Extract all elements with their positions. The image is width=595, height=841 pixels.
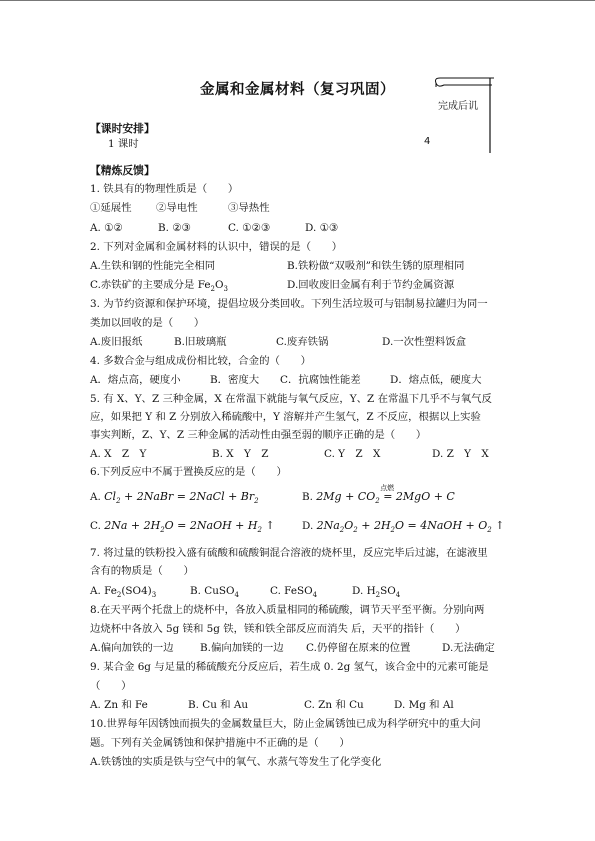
q7-line1: 7. 将过量的铁粉投入盛有硫酸和硫酸铜混合溶液的烧杯里，反应完毕后过滤，在滤液里: [90, 547, 488, 559]
q6-option-d: [302, 519, 504, 537]
subscript: 3: [151, 591, 157, 600]
q2-option-c-text: O: [214, 279, 224, 291]
q1-item: ②导电性: [156, 202, 198, 214]
q9-option: B. Cu 和 Au: [188, 699, 249, 711]
page-title: 金属和金属材料（复习巩固）: [200, 81, 395, 98]
q6-option-c: [90, 519, 275, 537]
section-heading-schedule: 【课时安排】: [90, 122, 155, 135]
q9-option: A. Zn 和 Fe: [90, 699, 148, 711]
q6-stem: 6.下列反应中不属于置换反应的是（ ）: [90, 466, 287, 478]
q3-option: A.废旧报纸: [90, 336, 143, 348]
q8-option: A.偏向加铁的一边: [90, 642, 174, 654]
q5-line3: 事实判断，Z、Y、Z 三种金属的活动性由强至弱的顺序正确的是（ ）: [90, 429, 427, 441]
equation-a: $Cl_2$ + 2NaBr = 2NaCl + $Br_2$: [104, 490, 259, 506]
q7-option-a-text: (SO4): [121, 585, 152, 597]
q3-option: C.废弃铁锅: [276, 336, 329, 348]
q6-option-b: [302, 484, 455, 508]
q1-stem: 1. 铁具有的物理性质是（ ）: [90, 183, 239, 195]
scroll-icon: [432, 75, 496, 155]
q5-option: C. Y Z X: [324, 448, 381, 460]
subscript: 4: [312, 591, 318, 600]
q6-option-a-label: A.: [90, 491, 101, 503]
q5-line1: 5. 有 X、Y、Z 三种金属，X 在常温下就能与氧气反应，Y、Z 在常温下几乎不与氧气反: [90, 393, 492, 405]
q5-option: A. X Z Y: [90, 448, 147, 460]
q10-line1: 10.世界每年因锈蚀而损失的金属数量巨大，防止金属锈蚀已成为科学研究中的重大问: [90, 718, 481, 730]
q4-option: B．密度大: [210, 374, 260, 386]
equation-c: $2Na + 2H_2O$ = 2NaOH + $H_2$ ↑: [104, 519, 275, 535]
q7-option-b-text: B. CuSO: [190, 585, 235, 597]
q2-option-a: A.生铁和钢的性能完全相同: [90, 260, 216, 272]
q2-stem: 2. 下列对金属和金属材料的认识中，错误的是（ ）: [90, 241, 343, 253]
q1-item: ③导热性: [228, 202, 270, 214]
q8-option: D.无法确定: [442, 642, 495, 654]
q2-option-d: D.回收废旧金属有利于节约金属资源: [287, 279, 455, 291]
q6-option-d-label: D.: [302, 520, 314, 532]
subscript: 4: [395, 591, 401, 600]
equation-b: $2Mg + CO_2$ = 点燃 2MgO + C: [316, 490, 455, 503]
q9-option: C. Zn 和 Cu: [304, 699, 364, 711]
q5-option: D. Z Y X: [432, 448, 489, 460]
q1-item: ①延展性: [90, 202, 132, 214]
q6-option-c-label: C.: [90, 520, 101, 532]
q3-option: B.旧玻璃瓶: [174, 336, 227, 348]
q10-option-a: A.铁锈蚀的实质是铁与空气中的氧气、水蒸气等发生了化学变化: [90, 756, 382, 768]
top-border: [0, 0, 595, 1]
q1-option: B. ②③: [158, 222, 191, 234]
q3-option: D.一次性塑料饭盒: [382, 336, 466, 348]
subscript: 4: [234, 591, 239, 600]
q3-line1: 3. 为节约资源和保护环境，提倡垃圾分类回收。下列生活垃圾可与铝制易拉罐归为同一: [90, 298, 488, 310]
q9-option: D. Mg 和 Al: [394, 699, 454, 711]
q8-option: C.仍停留在原来的位置: [306, 642, 411, 654]
q7-option-b: [190, 584, 239, 602]
q5-option: B. X Y Z: [212, 448, 269, 460]
q10-line2: 题。下列有关金属锈蚀和保护措施中不正确的是（ ）: [90, 737, 350, 749]
q8-line1: 8.在天平两个托盘上的烧杯中，各放入质量相同的稀硫酸，调节天平至平衡。分别向两: [90, 604, 485, 616]
reaction-condition: 点燃: [380, 484, 395, 492]
q1-option: D. ①③: [305, 222, 339, 234]
q8-option: B.偏向加镁的一边: [200, 642, 284, 654]
stamp-mark: 4: [424, 136, 431, 147]
q7-option-a: [90, 584, 156, 602]
q7-option-d: [352, 584, 400, 602]
q9-line1: 9. 某合金 6g 与足量的稀硫酸充分反应后，若生成 0. 2g 氢气，该合金中的元素可能是: [90, 661, 489, 673]
q5-line2: 应，如果把 Y 和 Z 分别放入稀硫酸中，Y 溶解并产生氢气，Z 不反应，根据以上实验: [90, 411, 481, 423]
q7-option-d-text: D. H: [352, 585, 376, 597]
equation-d: $2Na_2O_2 + 2H_2O$ = 4NaOH + $O_2$ ↑: [316, 519, 505, 535]
q4-stem: 4. 多数合金与组成成份相比较，合金的（ ）: [90, 355, 312, 367]
q3-line2: 类加以回收的是（ ）: [90, 317, 205, 329]
q8-line2: 边烧杯中各放入 5g 镁和 5g 铁，镁和铁全部反应而消失 后，天平的指针（ ）: [90, 623, 466, 635]
q7-option-d-text: SO: [380, 585, 396, 597]
q7-option-c-text: C. FeSO: [270, 585, 313, 597]
q4-option: C．抗腐蚀性能差: [280, 374, 361, 386]
q7-option-a-text: A. Fe: [90, 585, 117, 597]
q2-option-c: [90, 278, 228, 296]
subscript: 2: [210, 285, 215, 294]
subscript: 3: [223, 285, 228, 294]
section-heading-feedback: 【精炼反馈】: [90, 164, 155, 177]
q7-option-c: [270, 584, 317, 602]
completion-stamp: [424, 75, 496, 155]
q6-option-b-label: B.: [302, 491, 313, 503]
stamp-label: 完成后讥: [438, 101, 478, 112]
q2-option-c-text: C.赤铁矿的主要成分是 Fe: [90, 279, 211, 291]
q4-option: D．熔点低，硬度大: [390, 374, 482, 386]
q9-line2: （ ）: [90, 680, 132, 692]
q4-option: A．熔点高，硬度小: [90, 374, 181, 386]
subscript: 2: [375, 591, 381, 600]
q1-option: C. ①②③: [228, 222, 271, 234]
q7-line2: 含有的物质是（ ）: [90, 565, 194, 577]
schedule-text: 1 课时: [108, 138, 139, 150]
q6-option-a: [90, 490, 259, 508]
q1-option: A. ①②: [90, 222, 123, 234]
q2-option-b: B.铁粉做“双吸剂”和铁生锈的原理相同: [287, 260, 465, 272]
subscript: 2: [116, 591, 122, 600]
